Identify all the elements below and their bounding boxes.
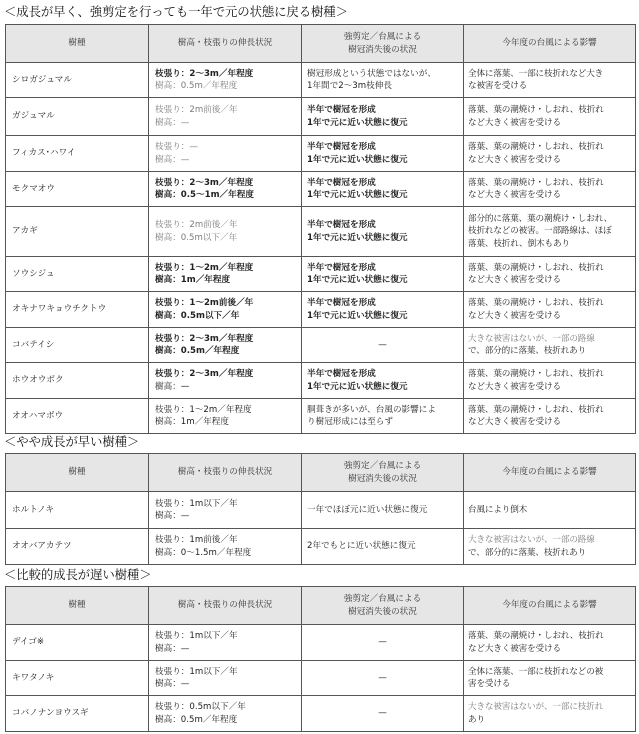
header-damage: 今年度の台風による影響	[464, 454, 636, 492]
growth-height: 樹高：1m／年程度	[155, 275, 231, 285]
recovery-line: 1年で元に近い状態に復元	[307, 154, 408, 165]
table-fast-growth	[5, 24, 636, 434]
header-growth: 樹高・枝張りの伸長状況	[149, 454, 302, 492]
damage-line: 落葉、葉の潮焼け・しおれ、枝折れ	[468, 404, 604, 415]
damage-cell	[464, 328, 636, 363]
table-row	[6, 98, 636, 136]
species-name: ホウオウボク	[6, 363, 149, 399]
header-species: 樹種	[6, 587, 149, 625]
damage-line: で、部分的に落葉、枝折れあり	[468, 346, 587, 356]
damage-cell	[464, 625, 636, 661]
damage-line: 落葉、葉の潮焼け・しおれ、枝折れ	[468, 142, 604, 152]
recovery-cell: —	[302, 328, 464, 363]
header-growth: 樹高・枝張りの伸長状況	[149, 587, 302, 625]
growth-height: 樹高：—	[155, 679, 190, 689]
species-name: ソウシジュ	[6, 257, 149, 292]
damage-line: 全体に落葉、一部に枝折れなどの被	[468, 666, 604, 677]
recovery-line: 半年で樹冠を形成	[307, 369, 376, 379]
header-damage: 今年度の台風による影響	[464, 587, 636, 625]
damage-line: 落葉、葉の潮焼け・しおれ、枝折れ	[468, 262, 604, 273]
recovery-cell	[302, 363, 464, 399]
species-name: コバノナンヨウスギ	[6, 696, 149, 732]
damage-line: など大きく被害を受ける	[468, 117, 561, 128]
growth-cell	[149, 661, 302, 696]
header-recovery: 強剪定／台風による 樹冠消失後の状況	[302, 587, 464, 625]
recovery-cell: —	[302, 625, 464, 661]
species-name: デイゴ※	[6, 625, 149, 661]
damage-line: など大きく被害を受ける	[468, 275, 561, 285]
growth-cell	[149, 529, 302, 565]
recovery-line: 半年で樹冠を形成	[307, 220, 376, 230]
recovery-cell: 2年でもとに近い状態に復元	[302, 529, 464, 565]
damage-cell	[464, 492, 636, 529]
header-species: 樹種	[6, 454, 149, 492]
recovery-line: り樹冠形成には至らず	[307, 417, 393, 427]
growth-branch: 枝張り：0.5m以下／年	[155, 702, 246, 712]
damage-cell	[464, 363, 636, 399]
growth-cell	[149, 625, 302, 661]
table-row	[6, 399, 636, 434]
growth-branch: 枝張り：2m前後／年	[155, 220, 238, 230]
growth-branch: 枝張り：2〜3m／年程度	[155, 177, 254, 188]
species-name: モクマオウ	[6, 172, 149, 207]
table-row	[6, 207, 636, 257]
growth-branch: 枝張り：2〜3m／年程度	[155, 68, 254, 79]
species-name: オキナワキョウチクトウ	[6, 292, 149, 328]
damage-line: 部分的に落葉、葉の潮焼け・しおれ、	[468, 213, 613, 224]
table-row	[6, 172, 636, 207]
damage-line: など大きく被害を受ける	[468, 643, 561, 654]
recovery-cell	[302, 292, 464, 328]
table-row	[6, 661, 636, 696]
damage-line: 落葉、葉の潮焼け・しおれ、枝折れ	[468, 177, 604, 188]
damage-line: 大きな被害はないが、一部の路線	[468, 535, 595, 545]
table-row	[6, 529, 636, 565]
damage-line: 大きな被害はないが、一部に枝折れ	[468, 702, 604, 712]
growth-cell	[149, 292, 302, 328]
growth-height: 樹高：—	[155, 511, 190, 521]
damage-cell	[464, 399, 636, 434]
damage-cell	[464, 98, 636, 136]
section-title-slow-growth: ＜比較的成長が遅い樹種＞	[4, 567, 152, 582]
species-name: キワタノキ	[6, 661, 149, 696]
growth-height: 樹高：0.5m／年程度	[155, 346, 240, 356]
damage-cell	[464, 292, 636, 328]
table-row	[6, 625, 636, 661]
damage-line: 落葉、枝折れ、倒木もあり	[468, 238, 570, 249]
growth-branch: 枝張り：1m以下／年	[155, 498, 238, 509]
damage-line: あり	[468, 714, 485, 725]
species-name: コバテイシ	[6, 328, 149, 363]
growth-branch: 枝張り：2m前後／年	[155, 105, 238, 115]
species-name: シロガジュマル	[6, 63, 149, 98]
recovery-line: 1年で元に近い状態に復元	[307, 190, 408, 200]
species-name: フィカス･ハワイ	[6, 136, 149, 172]
damage-line: 落葉、葉の潮焼け・しおれ、枝折れ	[468, 298, 604, 308]
recovery-cell	[302, 257, 464, 292]
growth-height: 樹高：0.5m／年程度	[155, 81, 238, 91]
damage-line: 枝折れなどの被害。一部路線は、ほぼ	[468, 226, 612, 237]
damage-line: 落葉、葉の潮焼け・しおれ、枝折れ	[468, 369, 604, 379]
damage-cell	[464, 661, 636, 696]
recovery-line: 半年で樹冠を形成	[307, 142, 376, 152]
species-name: ガジュマル	[6, 98, 149, 136]
damage-line: など大きく被害を受ける	[468, 310, 561, 321]
growth-branch: 枝張り：1m以下／年	[155, 666, 238, 677]
growth-cell	[149, 363, 302, 399]
recovery-line: 1年で元に近い状態に復元	[307, 232, 408, 243]
damage-line: な被害を受ける	[468, 81, 528, 91]
growth-cell	[149, 399, 302, 434]
damage-line: 落葉、葉の潮焼け・しおれ、枝折れ	[468, 105, 604, 115]
recovery-line: 1年で元に近い状態に復元	[307, 381, 408, 392]
damage-cell	[464, 257, 636, 292]
damage-cell	[464, 172, 636, 207]
recovery-cell	[302, 63, 464, 98]
recovery-line: 半年で樹冠を形成	[307, 262, 376, 273]
damage-line: 台風により倒木	[468, 504, 528, 515]
damage-cell	[464, 696, 636, 732]
table-moderate-growth	[5, 453, 636, 565]
recovery-cell: —	[302, 696, 464, 732]
species-name: ホルトノキ	[6, 492, 149, 529]
damage-cell	[464, 63, 636, 98]
growth-cell	[149, 492, 302, 529]
section-title-fast-growth: ＜成長が早く、強剪定を行っても一年で元の状態に戻る樹種＞	[4, 4, 348, 19]
growth-height: 樹高：1m／年程度	[155, 417, 229, 427]
growth-cell	[149, 257, 302, 292]
growth-branch: 枝張り：2〜3m／年程度	[155, 369, 254, 379]
table-row	[6, 136, 636, 172]
damage-line: 害を受ける	[468, 679, 511, 689]
recovery-line: 半年で樹冠を形成	[307, 105, 376, 115]
growth-cell	[149, 172, 302, 207]
table-row	[6, 328, 636, 363]
growth-height: 樹高：0.5m以下／年	[155, 232, 238, 243]
growth-branch: 枝張り：1m以下／年	[155, 631, 238, 641]
recovery-cell	[302, 136, 464, 172]
section-title-moderate-growth: ＜やや成長が早い樹種＞	[4, 434, 140, 449]
recovery-cell: 一年でほぼ元に近い状態に復元	[302, 492, 464, 529]
recovery-line: 樹冠形成という状態ではないが、	[307, 68, 436, 79]
recovery-cell	[302, 172, 464, 207]
recovery-cell	[302, 207, 464, 257]
damage-line: など大きく被害を受ける	[468, 381, 561, 392]
growth-cell	[149, 63, 302, 98]
table-row	[6, 696, 636, 732]
recovery-line: 半年で樹冠を形成	[307, 298, 376, 308]
damage-line: 全体に落葉、一部に枝折れなど大き	[468, 68, 604, 79]
recovery-line: 胴葺きが多いが、台風の影響によ	[307, 404, 436, 415]
recovery-line: 1年間で2〜3m枝伸長	[307, 81, 392, 91]
growth-branch: 枝張り：1m前後／年	[155, 535, 238, 545]
growth-height: 樹高：0.5m／年程度	[155, 714, 238, 725]
growth-cell	[149, 136, 302, 172]
table-header-row	[6, 454, 636, 492]
species-name: オオハマボウ	[6, 399, 149, 434]
header-damage: 今年度の台風による影響	[464, 25, 636, 63]
damage-line: など大きく被害を受ける	[468, 417, 561, 427]
growth-cell	[149, 207, 302, 257]
header-growth: 樹高・枝張りの伸長状況	[149, 25, 302, 63]
recovery-cell	[302, 98, 464, 136]
recovery-line: 半年で樹冠を形成	[307, 177, 376, 188]
growth-cell	[149, 98, 302, 136]
damage-line: で、部分的に落葉、枝折れあり	[468, 547, 587, 558]
header-species: 樹種	[6, 25, 149, 63]
growth-branch: 枝張り：—	[155, 142, 198, 152]
growth-branch: 枝張り：1〜2m／年程度	[155, 262, 254, 273]
table-header-row	[6, 587, 636, 625]
damage-cell	[464, 529, 636, 565]
header-recovery: 強剪定／台風による 樹冠消失後の状況	[302, 454, 464, 492]
table-row	[6, 257, 636, 292]
recovery-line: 1年で元に近い状態に復元	[307, 117, 408, 128]
damage-line: 落葉、葉の潮焼け・しおれ、枝折れ	[468, 631, 604, 641]
growth-height: 樹高：—	[155, 381, 190, 392]
damage-line: など大きく被害を受ける	[468, 190, 561, 200]
table-row	[6, 363, 636, 399]
species-name: アカギ	[6, 207, 149, 257]
table-row	[6, 292, 636, 328]
growth-height: 樹高：0.5m以下／年	[155, 310, 240, 321]
growth-cell	[149, 696, 302, 732]
growth-branch: 枝張り：1〜2m／年程度	[155, 404, 252, 415]
growth-height: 樹高：—	[155, 154, 190, 165]
table-row	[6, 63, 636, 98]
species-name: オオバアカテツ	[6, 529, 149, 565]
growth-height: 樹高：0〜1.5m／年程度	[155, 547, 252, 558]
header-recovery: 強剪定／台風による 樹冠消失後の状況	[302, 25, 464, 63]
recovery-cell: —	[302, 661, 464, 696]
damage-cell	[464, 136, 636, 172]
recovery-cell	[302, 399, 464, 434]
damage-cell	[464, 207, 636, 257]
recovery-line: 1年で元に近い状態に復元	[307, 275, 408, 285]
damage-line: など大きく被害を受ける	[468, 154, 561, 165]
recovery-line: 1年で元に近い状態に復元	[307, 310, 408, 321]
table-header-row	[6, 25, 636, 63]
table-slow-growth	[5, 586, 636, 732]
growth-branch: 枝張り：2〜3m／年程度	[155, 333, 254, 344]
growth-height: 樹高：—	[155, 117, 190, 128]
growth-cell	[149, 328, 302, 363]
growth-branch: 枝張り：1〜2m前後／年	[155, 298, 254, 308]
growth-height: 樹高：0.5〜1m／年程度	[155, 190, 254, 200]
table-row	[6, 492, 636, 529]
damage-line: 大きな被害はないが、一部の路線	[468, 333, 595, 344]
growth-height: 樹高：—	[155, 643, 190, 654]
